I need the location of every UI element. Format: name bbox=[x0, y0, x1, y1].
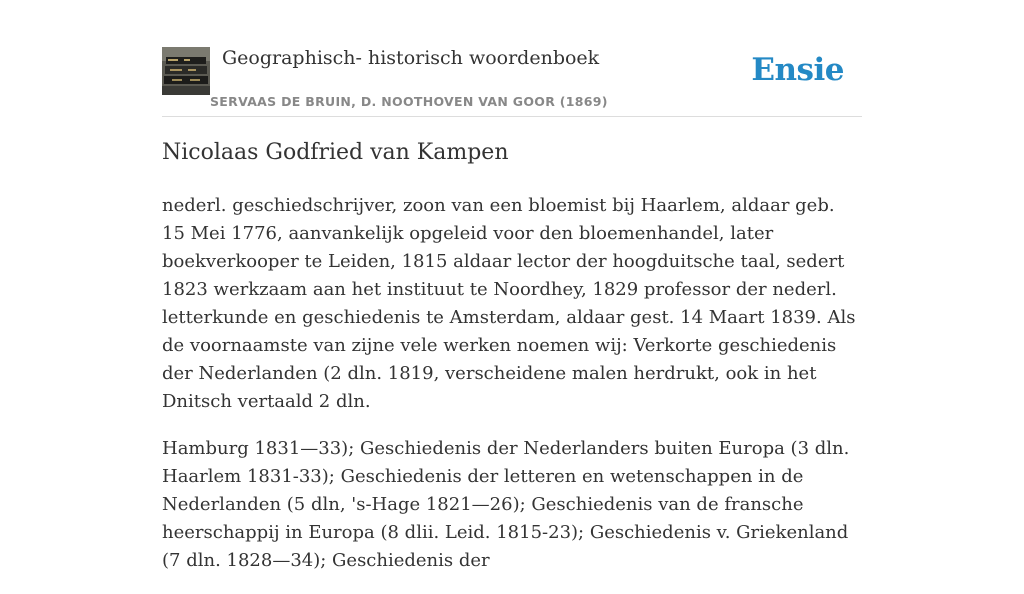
book-author: SERVAAS DE BRUIN, D. NOOTHOVEN VAN GOOR (1869) bbox=[210, 94, 608, 109]
book-cover-icon[interactable] bbox=[162, 47, 210, 95]
entry-title: Nicolaas Godfried van Kampen bbox=[162, 140, 509, 165]
site-header bbox=[162, 44, 862, 117]
entry-paragraph: Hamburg 1831—33); Geschiedenis der Nederlanders buiten Europa (3 dln. Haarlem 1831-33); Geschiedenis der letteren en wetenschappen in de Nederlanden (5 dln, 's-Hage 1821—26); Geschiedenis van de fransche heerschappij in Europa (8 dlii. Leid. 1815-23); Geschiedenis v. Griekenland (7 dln. 1828—34); Geschiedenis der bbox=[162, 438, 850, 571]
book-title-link[interactable]: Geographisch- historisch woordenboek bbox=[222, 47, 600, 69]
entry-paragraph: nederl. geschiedschrijver, zoon van een bloemist bij Haarlem, aldaar geb. 15 Mei 1776, aanvankelijk opgeleid voor den bloemenhandel, later boekverkooper te Leiden, 1815 aldaar lector der hoogduitsche taal, sedert 1823 werkzaam aan het instituut te Noordhey, 1829 professor der nederl. letterkunde en geschiedenis te Amsterdam, aldaar gest. 14 Maart 1839. Als de voornaamste van zijne vele werken noemen wij: Verkorte geschiedenis der Nederlanden (2 dln. 1819, verscheidene malen herdrukt, ook in het Dnitsch vertaald 2 dln. bbox=[162, 195, 856, 412]
ensie-logo-link[interactable]: Ensie bbox=[751, 52, 844, 88]
entry-content bbox=[162, 192, 862, 594]
